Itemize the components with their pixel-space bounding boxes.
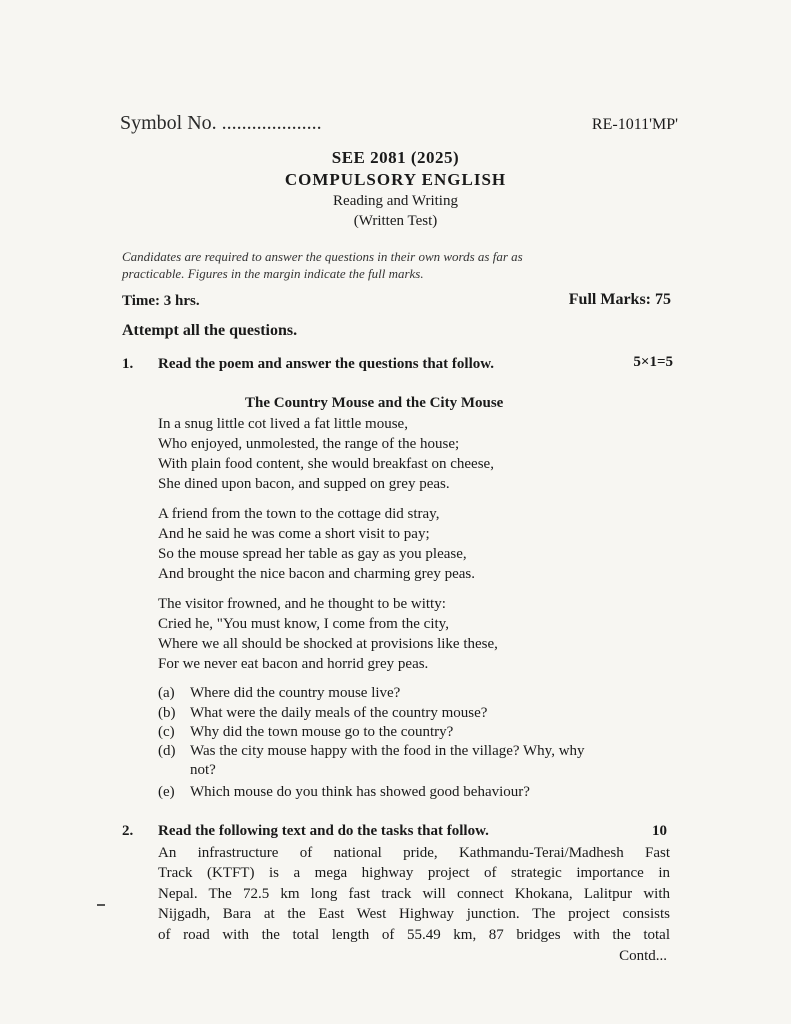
poem-line: And brought the nice bacon and charming grey peas. — [158, 566, 475, 582]
poem-line: And he said he was come a short visit to pay; — [158, 526, 430, 542]
poem-line: With plain food content, she would breakfast on cheese, — [158, 456, 494, 472]
sub-question-text: Why did the town mouse go to the country? — [190, 724, 454, 740]
poem-line: In a snug little cot lived a fat little mouse, — [158, 416, 408, 432]
question-number: 1. — [122, 356, 134, 372]
question-text: Read the poem and answer the questions that follow. — [158, 356, 494, 372]
sub-question-text: Which mouse do you think has showed good behaviour? — [190, 784, 530, 800]
exam-title: SEE 2081 (2025) — [331, 148, 460, 167]
paper-subtitle: Reading and Writing — [333, 193, 458, 209]
margin-mark — [97, 904, 105, 906]
continued-note: Contd... — [619, 948, 667, 964]
sub-question-text: Was the city mouse happy with the food in the village? Why, why — [190, 743, 585, 759]
passage-line: of road with the total length of 55.49 km, 87 bridges with the total — [158, 927, 670, 943]
instruction-line: practicable. Figures in the margin indicate the full marks. — [122, 266, 424, 281]
test-type: (Written Test) — [353, 213, 438, 229]
poem-line: For we never eat bacon and horrid grey peas. — [158, 656, 429, 672]
poem-line: A friend from the town to the cottage did stray, — [158, 506, 440, 522]
poem-line: She dined upon bacon, and supped on grey peas. — [158, 476, 450, 492]
sub-question-text: What were the daily meals of the country mouse? — [190, 705, 488, 721]
question-marks: 10 — [652, 823, 667, 839]
sub-question-label: (c) — [158, 724, 175, 740]
sub-question-continuation: not? — [190, 762, 216, 778]
sub-question-label: (b) — [158, 705, 176, 721]
attempt-instruction: Attempt all the questions. — [122, 322, 298, 339]
symbol-no: Symbol No. .................... — [120, 112, 322, 134]
subject-title: COMPULSORY ENGLISH — [284, 170, 507, 189]
passage-line: Track (KTFT) is a mega highway project of strategic importance in — [158, 865, 670, 881]
sub-question — [158, 685, 400, 702]
question-marks: 5×1=5 — [633, 354, 673, 370]
sub-question-label: (e) — [158, 784, 175, 800]
sub-question-label: (d) — [158, 743, 176, 759]
poem-title: The Country Mouse and the City Mouse — [245, 395, 504, 411]
question-number: 2. — [122, 823, 134, 839]
poem-line: So the mouse spread her table as gay as you please, — [158, 546, 467, 562]
passage-line: Nepal. The 72.5 km long fast track will connect Khokana, Lalitpur with — [158, 886, 670, 902]
passage-line: Nijgadh, Bara at the East West Highway junction. The project consists — [158, 906, 670, 922]
time-allowed: Time: 3 hrs. — [122, 293, 200, 309]
poem-line: The visitor frowned, and he thought to be witty: — [158, 596, 446, 612]
instruction-line: Candidates are required to answer the questions in their own words as far as — [122, 249, 523, 264]
full-marks: Full Marks: 75 — [568, 291, 671, 308]
passage-line: An infrastructure of national pride, Kathmandu-Terai/Madhesh Fast — [158, 845, 670, 861]
sub-question — [158, 784, 530, 801]
sub-question — [158, 705, 487, 722]
poem-line: Who enjoyed, unmolested, the range of the house; — [158, 436, 460, 452]
sub-question-label: (a) — [158, 685, 175, 701]
poem-line: Where we all should be shocked at provisions like these, — [158, 636, 498, 652]
question-text: Read the following text and do the tasks that follow. — [158, 823, 489, 839]
sub-question — [158, 724, 453, 741]
sub-question-text: Where did the country mouse live? — [190, 685, 401, 701]
paper-code: RE-1011'MP' — [591, 116, 678, 133]
poem-line: Cried he, "You must know, I come from the city, — [158, 616, 449, 632]
sub-question — [158, 743, 585, 760]
